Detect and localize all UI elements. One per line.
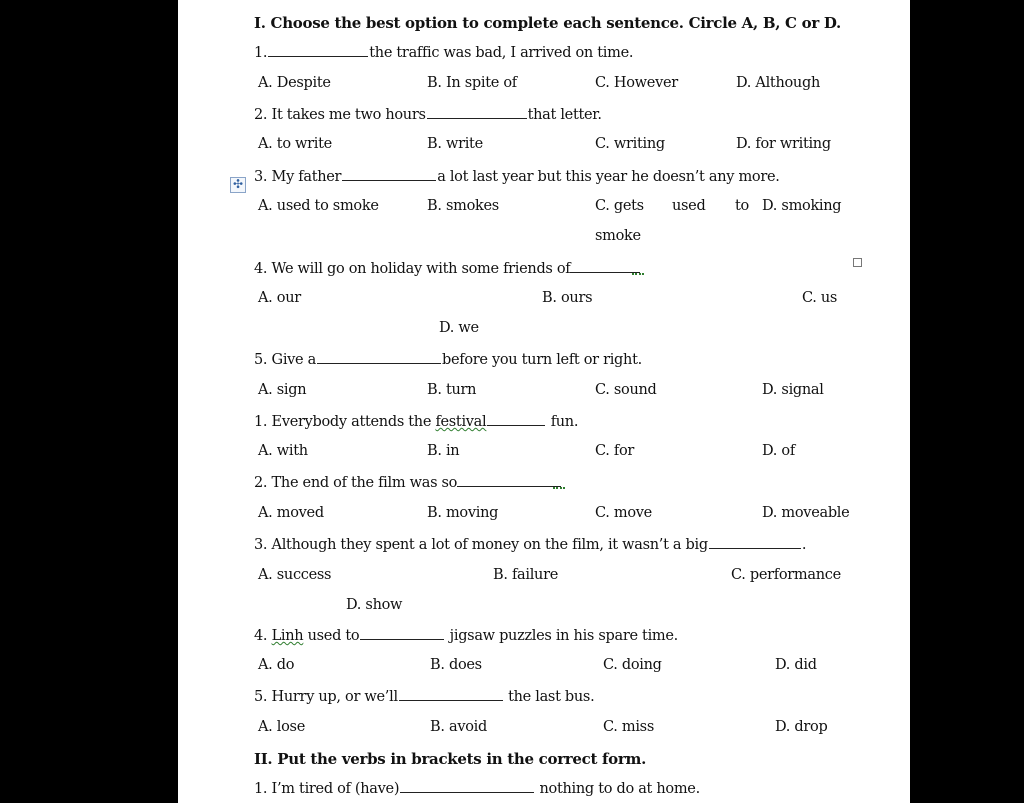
option[interactable]: D. we <box>439 320 479 336</box>
option[interactable]: C. for <box>595 443 635 459</box>
option[interactable]: B. does <box>430 657 482 673</box>
option[interactable]: A. used to smoke <box>258 198 379 214</box>
section2-heading: II. Put the verbs in brackets in the correct form. <box>254 750 646 768</box>
option[interactable]: C. doing <box>603 657 662 673</box>
option[interactable]: C. miss <box>603 719 654 735</box>
option[interactable]: D. drop <box>775 719 828 735</box>
option[interactable]: D. signal <box>762 382 824 398</box>
question-2: 2. It takes me two hours that letter. <box>254 107 602 123</box>
option[interactable]: B. in <box>427 443 460 459</box>
option[interactable]: B. moving <box>427 505 499 521</box>
option[interactable]: D. did <box>775 657 817 673</box>
option[interactable]: B. smokes <box>427 198 499 214</box>
option[interactable]: C. writing <box>595 136 665 152</box>
option[interactable]: C. move <box>595 505 652 521</box>
option[interactable]: B. avoid <box>430 719 487 735</box>
option-part: to <box>735 198 749 214</box>
option[interactable]: B. failure <box>493 567 559 583</box>
resize-handle-icon[interactable] <box>853 258 862 267</box>
question-5: 5. Give a before you turn left or right. <box>254 352 642 368</box>
option[interactable]: D. of <box>762 443 795 459</box>
option[interactable]: C. us <box>802 290 838 306</box>
option[interactable]: D. Although <box>736 75 820 91</box>
question-4b: 4. Linh used to jigsaw puzzles in his spare time. <box>254 628 678 644</box>
question-3: 3. My father a lot last year but this year he doesn’t any more. <box>254 169 780 185</box>
option[interactable]: A. do <box>258 657 295 673</box>
option[interactable]: D. show <box>346 597 403 613</box>
question-3b: 3. Although they spent a lot of money on the film, it wasn’t a big . <box>254 537 807 553</box>
option[interactable]: B. write <box>427 136 483 152</box>
question-2b: 2. The end of the film was so <box>254 473 561 492</box>
question-4: 4. We will go on holiday with some friends of <box>254 259 640 278</box>
section2-question-1: 1. I’m tired of (have) nothing to do at home. <box>254 781 700 797</box>
option[interactable]: D. for writing <box>736 136 831 152</box>
option[interactable]: D. smoking <box>762 198 842 214</box>
option[interactable]: D. moveable <box>762 505 850 521</box>
option[interactable]: C. performance <box>731 567 841 583</box>
option[interactable]: A. moved <box>258 505 324 521</box>
option[interactable]: A. sign <box>258 382 307 398</box>
section1-heading: I. Choose the best option to complete each sentence. Circle A, B, C or D. <box>254 14 841 32</box>
option[interactable]: A. our <box>258 290 301 306</box>
question-1: 1. the traffic was bad, I arrived on time. <box>254 45 634 61</box>
option[interactable]: C. gets <box>595 198 644 214</box>
question-5b: 5. Hurry up, or we’ll the last bus. <box>254 689 595 705</box>
option[interactable]: C. However <box>595 75 678 91</box>
option[interactable]: B. ours <box>542 290 593 306</box>
option[interactable]: C. sound <box>595 382 657 398</box>
option[interactable]: A. to write <box>258 136 332 152</box>
option[interactable]: A. with <box>258 443 308 459</box>
option[interactable]: B. turn <box>427 382 477 398</box>
table-move-handle-icon[interactable]: ✣ <box>230 177 246 193</box>
option[interactable]: A. Despite <box>258 75 331 91</box>
option[interactable]: B. In spite of <box>427 75 517 91</box>
option[interactable]: A. success <box>258 567 332 583</box>
question-1b: 1. Everybody attends the festival fun. <box>254 414 579 430</box>
option[interactable]: A. lose <box>258 719 305 735</box>
option-part: smoke <box>595 228 641 244</box>
option-part: used <box>672 198 706 214</box>
